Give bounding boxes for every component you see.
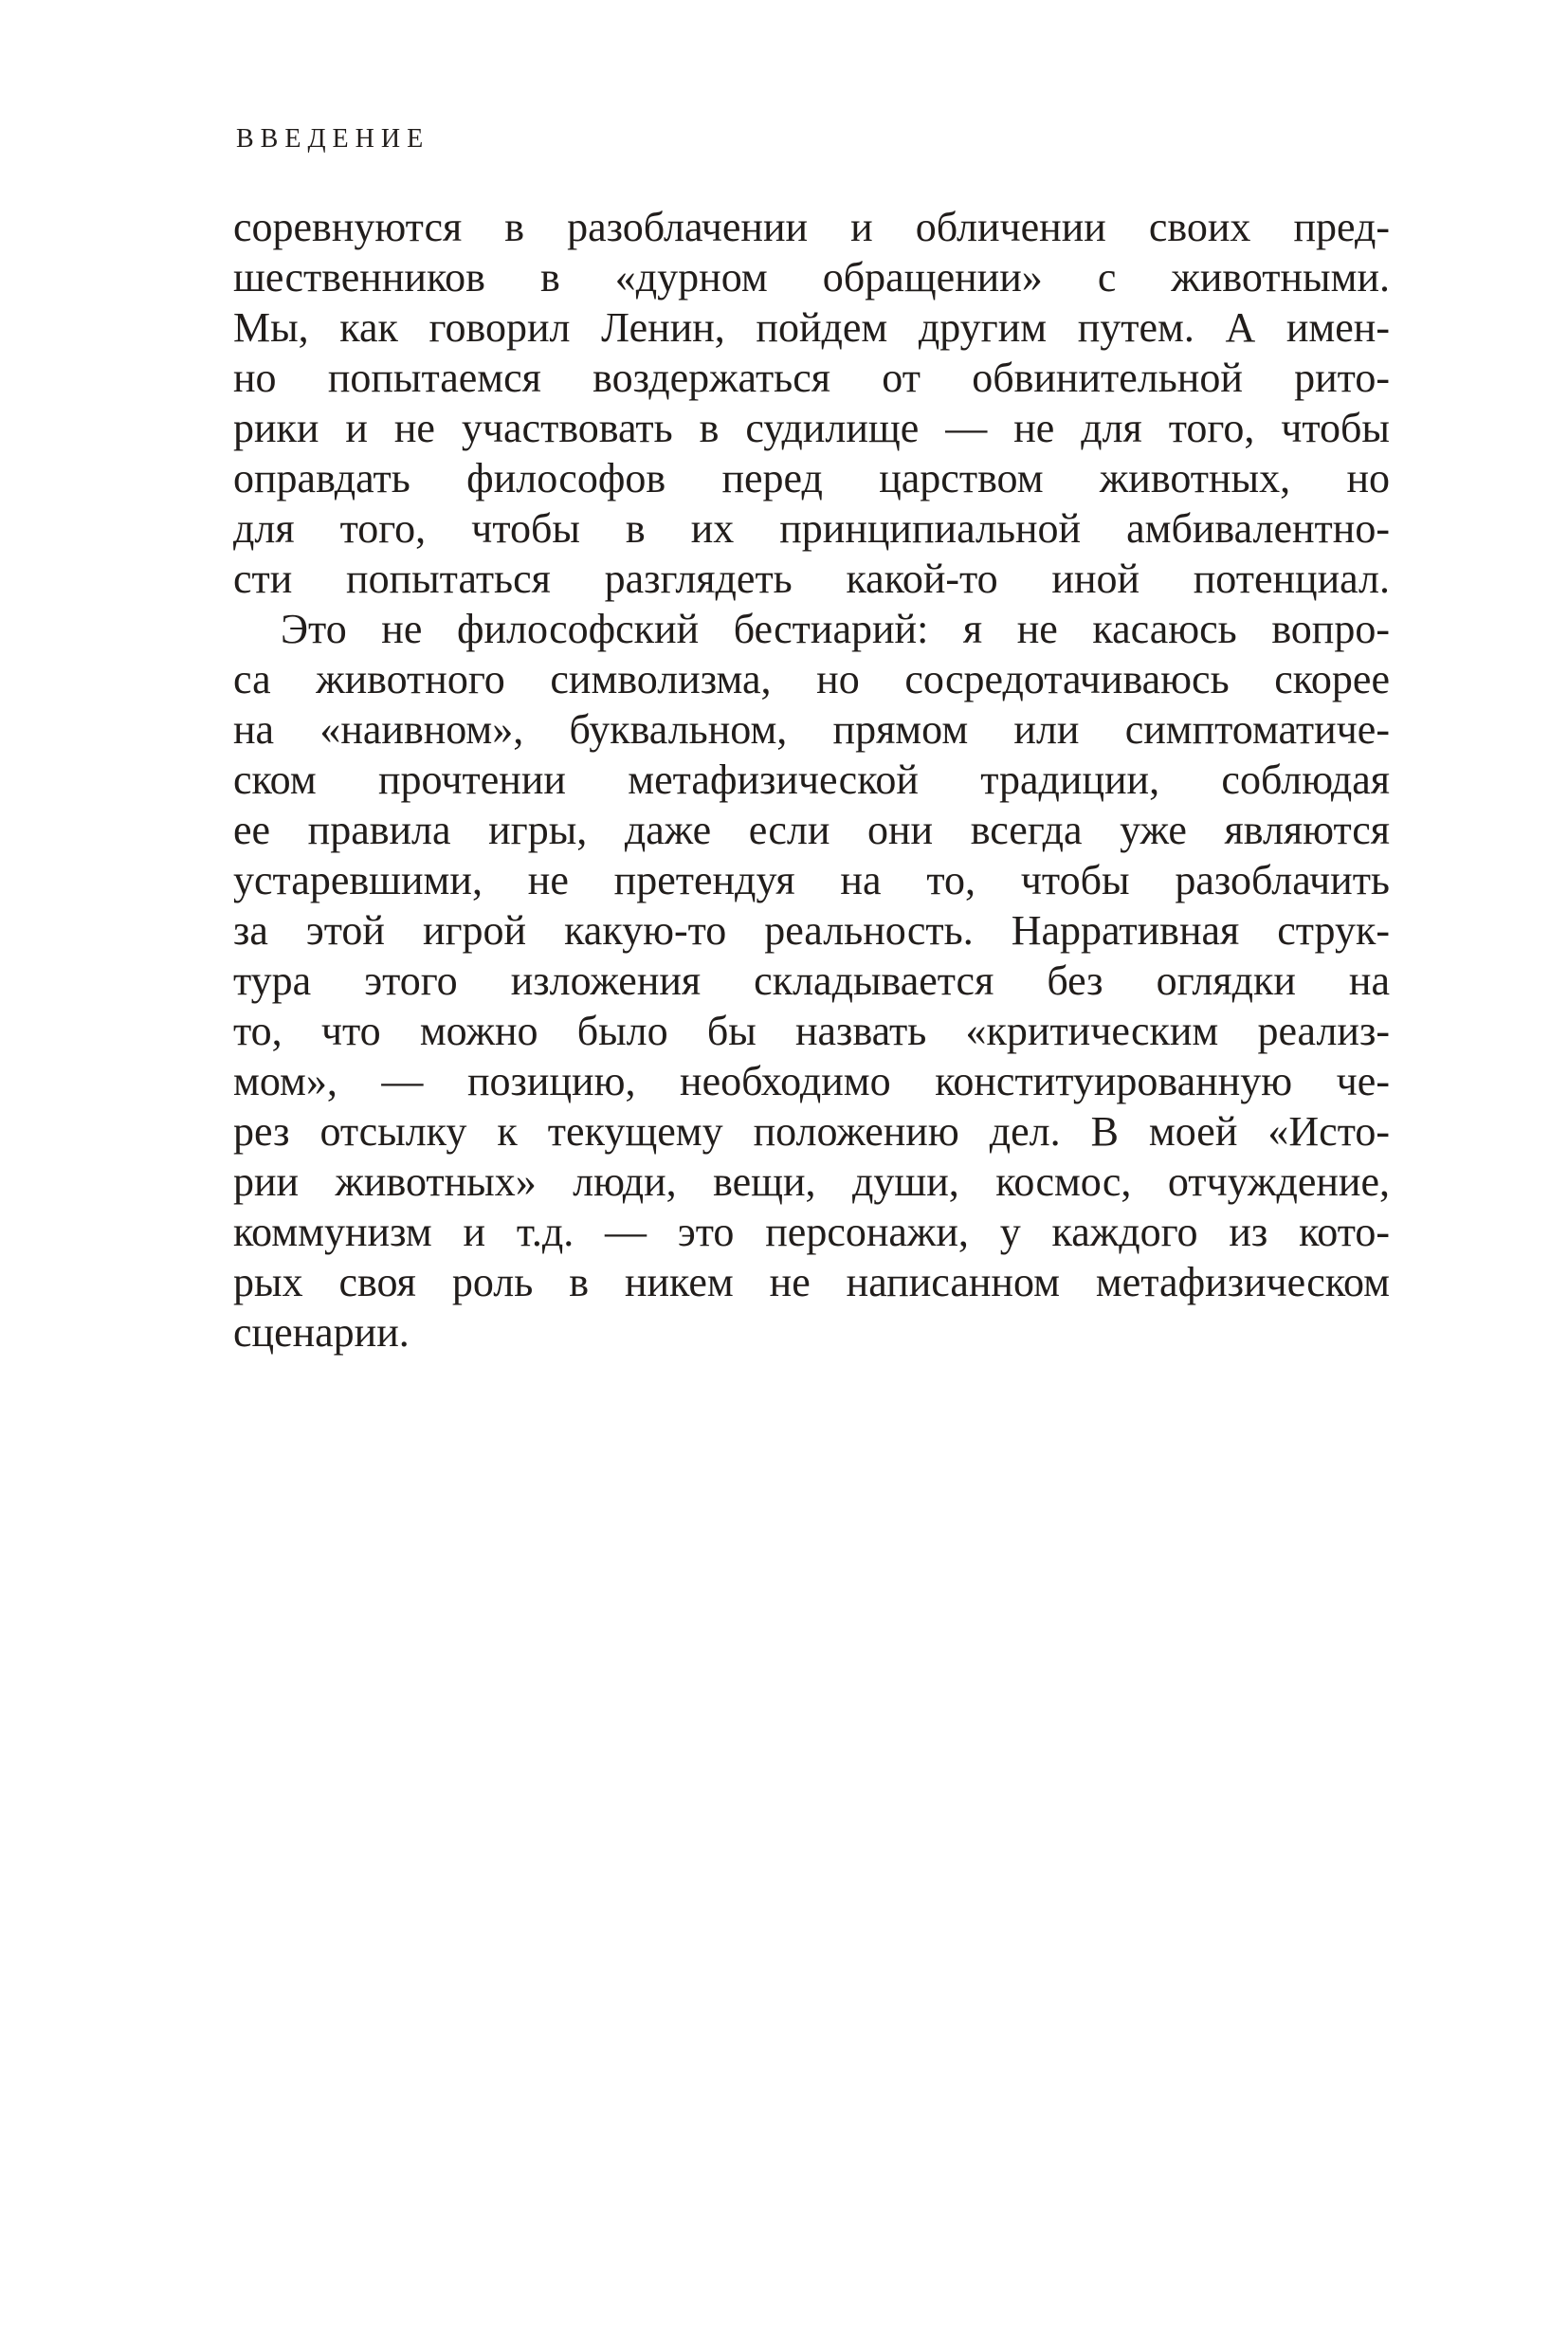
text-line: рии животных» люди, вещи, души, космос, отчуждение, (233, 1158, 1390, 1205)
text-line: ее правила игры, даже если они всегда уже являются (233, 807, 1390, 853)
text-line: рых своя роль в никем не написанном метафизическом (233, 1259, 1390, 1305)
text-line: Это не философский бестиарий: я не касаюсь вопро- (281, 606, 1390, 652)
text-line: са животного символизма, но сосредотачиваюсь скорее (233, 656, 1390, 702)
text-line: соревнуются в разоблачении и обличении своих пред- (233, 204, 1390, 250)
text-line: устаревшими, не претендуя на то, чтобы разоблачить (233, 857, 1390, 903)
text-line: на «наивном», буквальном, прямом или симптоматиче- (233, 706, 1390, 753)
paragraph-2 (233, 604, 1390, 1358)
text-line: оправдать философов перед царством животных, но (233, 455, 1390, 501)
text-line: рез отсылку к текущему положению дел. В моей «Исто- (233, 1108, 1390, 1155)
text-line: за этой игрой какую-то реальность. Нарративная струк- (233, 907, 1390, 954)
text-line: сти попытаться разглядеть какой-то иной потенциал. (233, 556, 1390, 602)
text-line: то, что можно было бы назвать «критическим реализ- (233, 1008, 1390, 1054)
text-line: мом», — позицию, необходимо конституированную че- (233, 1058, 1390, 1104)
text-line: Мы, как говорил Ленин, пойдем другим путем. А имен- (233, 304, 1390, 351)
text-line: сценарии. (233, 1309, 410, 1356)
text-line: но попытаемся воздержаться от обвинительной рито- (233, 355, 1390, 401)
text-line: коммунизм и т.д. — это персонажи, у каждого из кото- (233, 1209, 1390, 1255)
text-line: для того, чтобы в их принципиальной амбивалентно- (233, 505, 1390, 552)
chapter-header: ВВЕДЕНИЕ (236, 124, 430, 154)
paragraph-1 (233, 202, 1390, 604)
body-text (233, 202, 1390, 1358)
text-line: ском прочтении метафизической традиции, соблюдая (233, 756, 1390, 803)
text-line: тура этого изложения складывается без оглядки на (233, 957, 1390, 1004)
text-line: рики и не участвовать в судилище — не для того, чтобы (233, 405, 1390, 451)
text-line: шественников в «дурном обращении» с животными. (233, 254, 1390, 301)
